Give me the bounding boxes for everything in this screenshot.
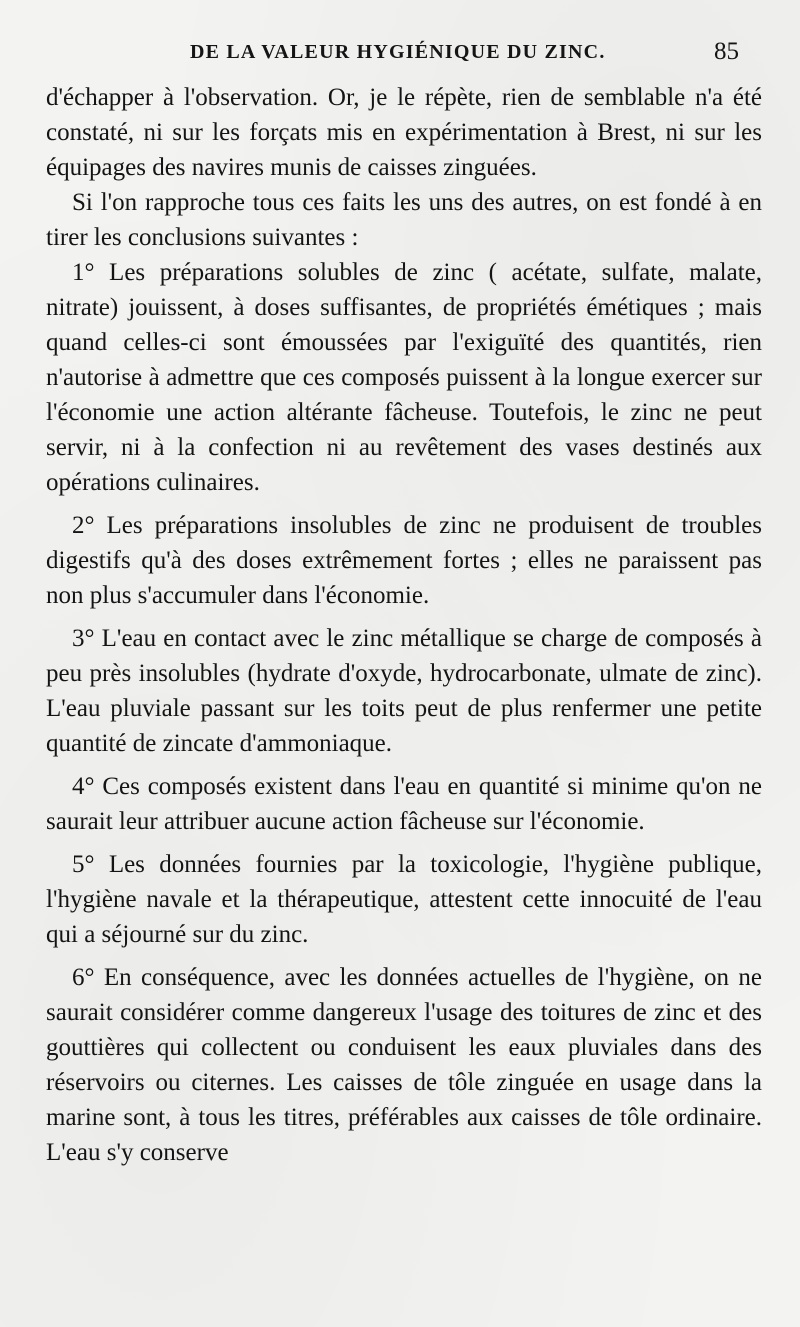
conclusion-2: 2° Les préparations insolubles de zinc ne produisent de troubles digestifs qu'à des doses extrêmement fortes ; elles ne paraissent pas non plus s'accumuler dans l'économie. [46, 512, 762, 609]
running-title: DE LA VALEUR HYGIÉNIQUE DU ZINC. [190, 41, 606, 63]
page-header [0, 36, 800, 68]
paragraph-intro-conclusions: Si l'on rapproche tous ces faits les uns des autres, on est fondé à en tirer les conclusions suivantes : [46, 189, 762, 251]
paragraph-continuation: d'échapper à l'observation. Or, je le répète, rien de semblable n'a été constaté, ni sur les forçats mis en expérimentation à Brest, ni sur les équipages des navires munis de caisses zinguées. [46, 84, 762, 181]
conclusion-5: 5° Les données fournies par la toxicologie, l'hygiène publique, l'hygiène navale et la thérapeutique, attestent cette innocuité de l'eau qui a séjourné sur du zinc. [46, 851, 762, 948]
page-number: 85 [714, 38, 739, 65]
conclusion-3: 3° L'eau en contact avec le zinc métallique se charge de composés à peu près insolubles (hydrate d'oxyde, hydrocarbonate, ulmate de zinc). L'eau pluviale passant sur les toits peut de plus renfermer une petite quantité de zincate d'ammoniaque. [46, 625, 762, 757]
body-text [46, 80, 762, 1170]
conclusion-4: 4° Ces composés existent dans l'eau en quantité si minime qu'on ne saurait leur attribuer aucune action fâcheuse sur l'économie. [46, 773, 762, 835]
conclusion-1: 1° Les préparations solubles de zinc ( acétate, sulfate, malate, nitrate) jouissent, à doses suffisantes, de propriétés émétiques ; mais quand celles-ci sont émoussées par l'exiguïté des quantités, rien n'autorise à admettre que ces composés puissent à la longue exercer sur l'économie une action altérante fâcheuse. Toutefois, le zinc ne peut servir, ni à la confection ni au revêtement des vases destinés aux opérations culinaires. [46, 259, 762, 496]
conclusion-6: 6° En conséquence, avec les données actuelles de l'hygiène, on ne saurait considérer comme dangereux l'usage des toitures de zinc et des gouttières qui collectent ou conduisent les eaux pluviales dans des réservoirs ou citernes. Les caisses de tôle zinguée en usage dans la marine sont, à tous les titres, préférables aux caisses de tôle ordinaire. L'eau s'y conserve [46, 964, 762, 1166]
